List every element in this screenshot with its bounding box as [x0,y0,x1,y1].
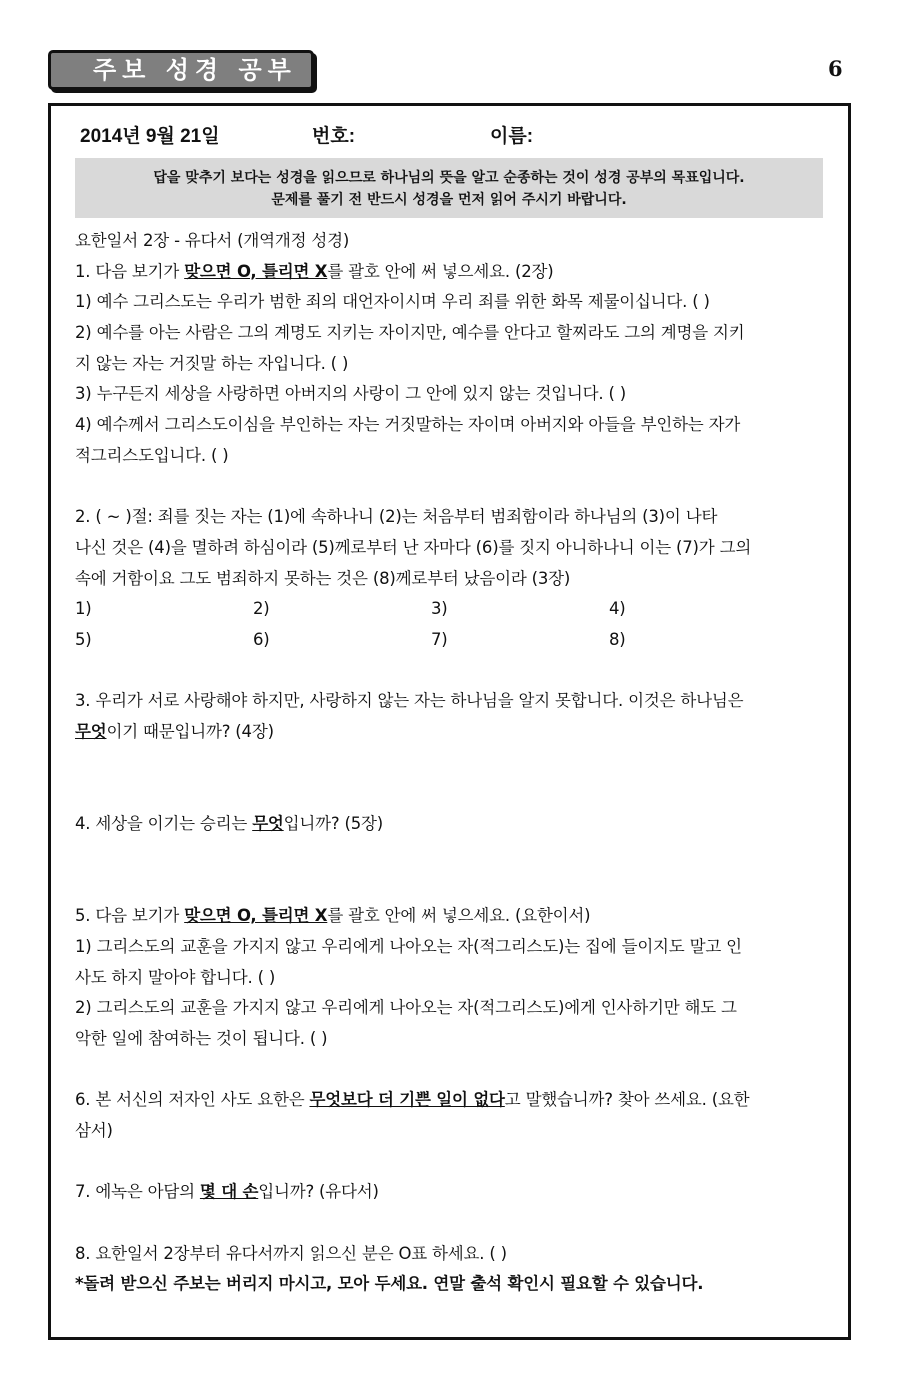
page-number: 6 [828,56,843,81]
q1-text-end: 를 괄호 안에 써 넣으세요. (2장) [327,261,554,281]
q1-item-3: 3) 누구든지 세상을 사랑하면 아버지의 사랑이 그 안에 있지 않는 것입니다. ( ) [75,384,627,404]
question-7 [75,1177,825,1208]
answer-blank: 1) [75,599,92,619]
notice-line-2: 문제를 풀기 전 반드시 성경을 먼저 읽어 주시기 바랍니다. [271,192,627,208]
worksheet-content [75,226,825,1300]
q1-item-1: 1) 예수 그리스도는 우리가 범한 죄의 대언자이시며 우리 죄를 위한 화목 제물이십니다. ( ) [75,292,710,312]
intro-line: 요한일서 2장 - 유다서 (개역개정 성경) [75,231,350,250]
q1-item-4: 4) 예수께서 그리스도이심을 부인하는 자는 거짓말하는 자이며 아버지와 아들을 부인하는 자가 [75,415,741,435]
answer-blank: 4) [609,599,626,619]
q6-line-2: 삼서) [75,1120,113,1140]
answer-blank: 5) [75,629,92,649]
q5-text-end: 를 괄호 안에 써 넣으세요. (요한이서) [327,906,591,926]
question-8: 8. 요한일서 2장부터 유다서까지 읽으신 분은 O표 하세요. ( ) [75,1243,507,1263]
answer-blank: 6) [253,629,270,649]
question-1 [75,257,825,288]
q7-text-end: 입니까? (유다서) [258,1182,379,1202]
q2-line-2: 나신 것은 (4)을 멸하려 하심이라 (5)께로부터 난 자마다 (6)를 짓지 아니하나니 이는 (7)가 그의 [75,537,752,557]
q4-text-end: 입니까? (5장) [283,814,384,834]
q5-emphasis: 맞으면 O, 틀리면 X [184,906,328,926]
q3-text-end: 이기 때문입니까? (4장) [106,722,274,741]
q6-text-end: 고 말했습니까? 찾아 쓰세요. (요한 [504,1090,750,1110]
notice-line-1: 답을 맞추기 보다는 성경을 읽으므로 하나님의 뜻을 알고 순종하는 것이 성경 공부의 목표입니다. [153,170,745,186]
q3-emphasis: 무엇 [75,722,107,741]
q1-item-4-cont: 적그리스도입니다. ( ) [75,445,229,465]
date-label: 2014년 9월 21일 [80,126,220,147]
q5-item-2: 2) 그리스도의 교훈을 가지지 않고 우리에게 나아오는 자(적그리스도)에게 인사하기만 해도 그 [75,998,737,1018]
answer-blank: 3) [431,599,448,619]
section-title-tab: 주보 성경 공부 [48,50,314,90]
question-4 [75,809,825,840]
q5-item-2-cont: 악한 일에 참여하는 것이 됩니다. ( ) [75,1028,328,1048]
q3-line-2 [75,717,825,748]
q1-item-2: 2) 예수를 아는 사람은 그의 계명도 지키는 자이지만, 예수를 안다고 할찌라도 그의 계명을 지키 [75,323,745,343]
q7-text: 7. 에녹은 아담의 [75,1182,200,1202]
q4-emphasis: 무엇 [252,814,284,834]
q6-text: 6. 본 서신의 저자인 사도 요한은 [75,1090,310,1110]
footer-note: *돌려 받으신 주보는 버리지 마시고, 모아 두세요. 연말 출석 확인시 필요할 수 있습니다. [75,1274,704,1294]
q5-text: 5. 다음 보기가 [75,906,185,926]
question-3: 3. 우리가 서로 사랑해야 하지만, 사랑하지 않는 자는 하나님을 알지 못합니다. 이것은 하나님은 [75,691,744,711]
q2-answer-row-1 [75,594,825,625]
q5-item-1-cont: 사도 하지 말아야 합니다. ( ) [75,967,276,987]
answer-blank: 8) [609,629,626,649]
number-label: 번호: [312,126,356,147]
question-6 [75,1085,825,1116]
q4-text: 4. 세상을 이기는 승리는 [75,814,253,834]
q1-text: 1. 다음 보기가 [75,261,185,281]
q7-emphasis: 몇 대 손 [199,1182,259,1202]
name-label: 이름: [490,126,534,147]
question-5 [75,901,825,932]
answer-blank: 2) [253,599,270,619]
q2-line-3: 속에 거함이요 그도 범죄하지 못하는 것은 (8)께로부터 났음이라 (3장) [75,568,571,588]
q2-answer-row-2 [75,625,825,656]
question-2: 2. ( ~ )절: 죄를 짓는 자는 (1)에 속하나니 (2)는 처음부터 범죄함이라 하나님의 (3)이 나타 [75,507,718,527]
q1-emphasis: 맞으면 O, 틀리면 X [184,261,328,281]
q1-item-2-cont: 지 않는 자는 거짓말 하는 자입니다. ( ) [75,353,349,373]
q6-emphasis: 무엇보다 더 기쁜 일이 없다 [309,1090,505,1110]
notice-box [75,158,823,218]
answer-blank: 7) [431,629,448,649]
q5-item-1: 1) 그리스도의 교훈을 가지지 않고 우리에게 나아오는 자(적그리스도)는 집에 들이지도 말고 인 [75,936,742,956]
